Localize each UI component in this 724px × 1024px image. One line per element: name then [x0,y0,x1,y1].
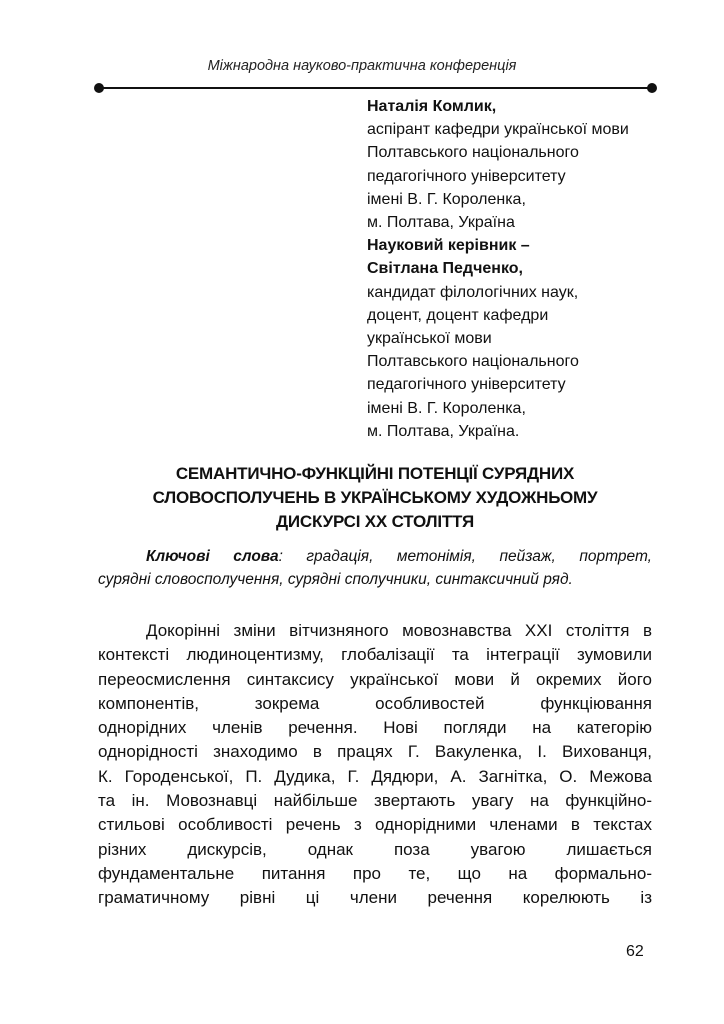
keywords-text: сурядні словосполучення, сурядні сполучники, синтаксичний ряд. [98,571,573,588]
supervisor-line: імені В. Г. Короленка, [367,399,526,417]
rule-end-dot [647,83,657,93]
author-name: Наталія Комлик, [367,98,497,115]
body-line: Докорінні зміни вітчизняного мовознавства ХХІ століття в [146,621,652,640]
body-line: контексті людиноцентизму, глобалізації та інтеграції зумовили [98,645,652,665]
title-line: ДИСКУРСІ ХХ СТОЛІТТЯ [275,512,475,531]
keywords-text: : градація, метонімія, пейзаж, портрет, [278,548,652,565]
running-header: Міжнародна науково-практична конференція [207,58,517,74]
supervisor-line: української мови [367,330,492,348]
body-line: стильові особливості речень з однорідними членами в текстах [98,815,652,835]
rule-end-dot [94,83,104,93]
body-line: компонентів, зокрема особливостей функціювання [98,693,652,713]
supervisor-line: педагогічного університету [367,376,566,394]
body-line: К. Городенської, П. Дудика, Г. Дядюри, А. Загнітка, О. Межова [98,766,652,786]
title-line: СЕМАНТИЧНО-ФУНКЦІЙНІ ПОТЕНЦІЇ СУРЯДНИХ [175,464,575,483]
body-line: однорідних членів речення. Нові погляди на категорію [98,718,652,738]
author-line: Полтавського національного [367,144,579,162]
supervisor-line: доцент, доцент кафедри [367,306,549,324]
author-line: імені В. Г. Короленка, [367,190,526,208]
author-line: аспірант кафедри української мови [367,121,629,139]
header-rule [98,87,652,89]
article-title [98,462,652,534]
body-line: різних дискурсів, однак поза увагою лишається [98,839,652,859]
author-line: м. Полтава, Україна [367,214,515,232]
body-line: граматичному рівні ці члени речення корелюють із [98,888,652,908]
keywords [98,545,652,591]
page-number: 62 [626,943,644,960]
supervisor-name: Світлана Педченко, [367,260,523,278]
body-paragraph [98,619,652,911]
author-block [367,95,629,443]
author-line: педагогічного університету [367,167,566,185]
keywords-label: Ключові слова [146,548,279,565]
supervisor-line: Полтавського національного [367,353,579,371]
body-line: та ін. Мовознавці найбільше звертають увагу на функційно- [98,791,652,811]
supervisor-line: м. Полтава, Україна. [367,422,520,440]
body-line: однорідності знаходимо в працях Г. Вакуленка, І. Вихованця, [98,742,652,762]
supervisor-line: кандидат філологічних наук, [367,283,579,301]
supervisor-label: Науковий керівник – [367,237,530,255]
body-line: переосмислення синтаксису української мови й окремих його [98,669,652,689]
title-line: СЛОВОСПОЛУЧЕНЬ В УКРАЇНСЬКОМУ ХУДОЖНЬОМУ [152,488,598,507]
body-line: фундаментальне питання про те, що на формально- [98,863,652,883]
